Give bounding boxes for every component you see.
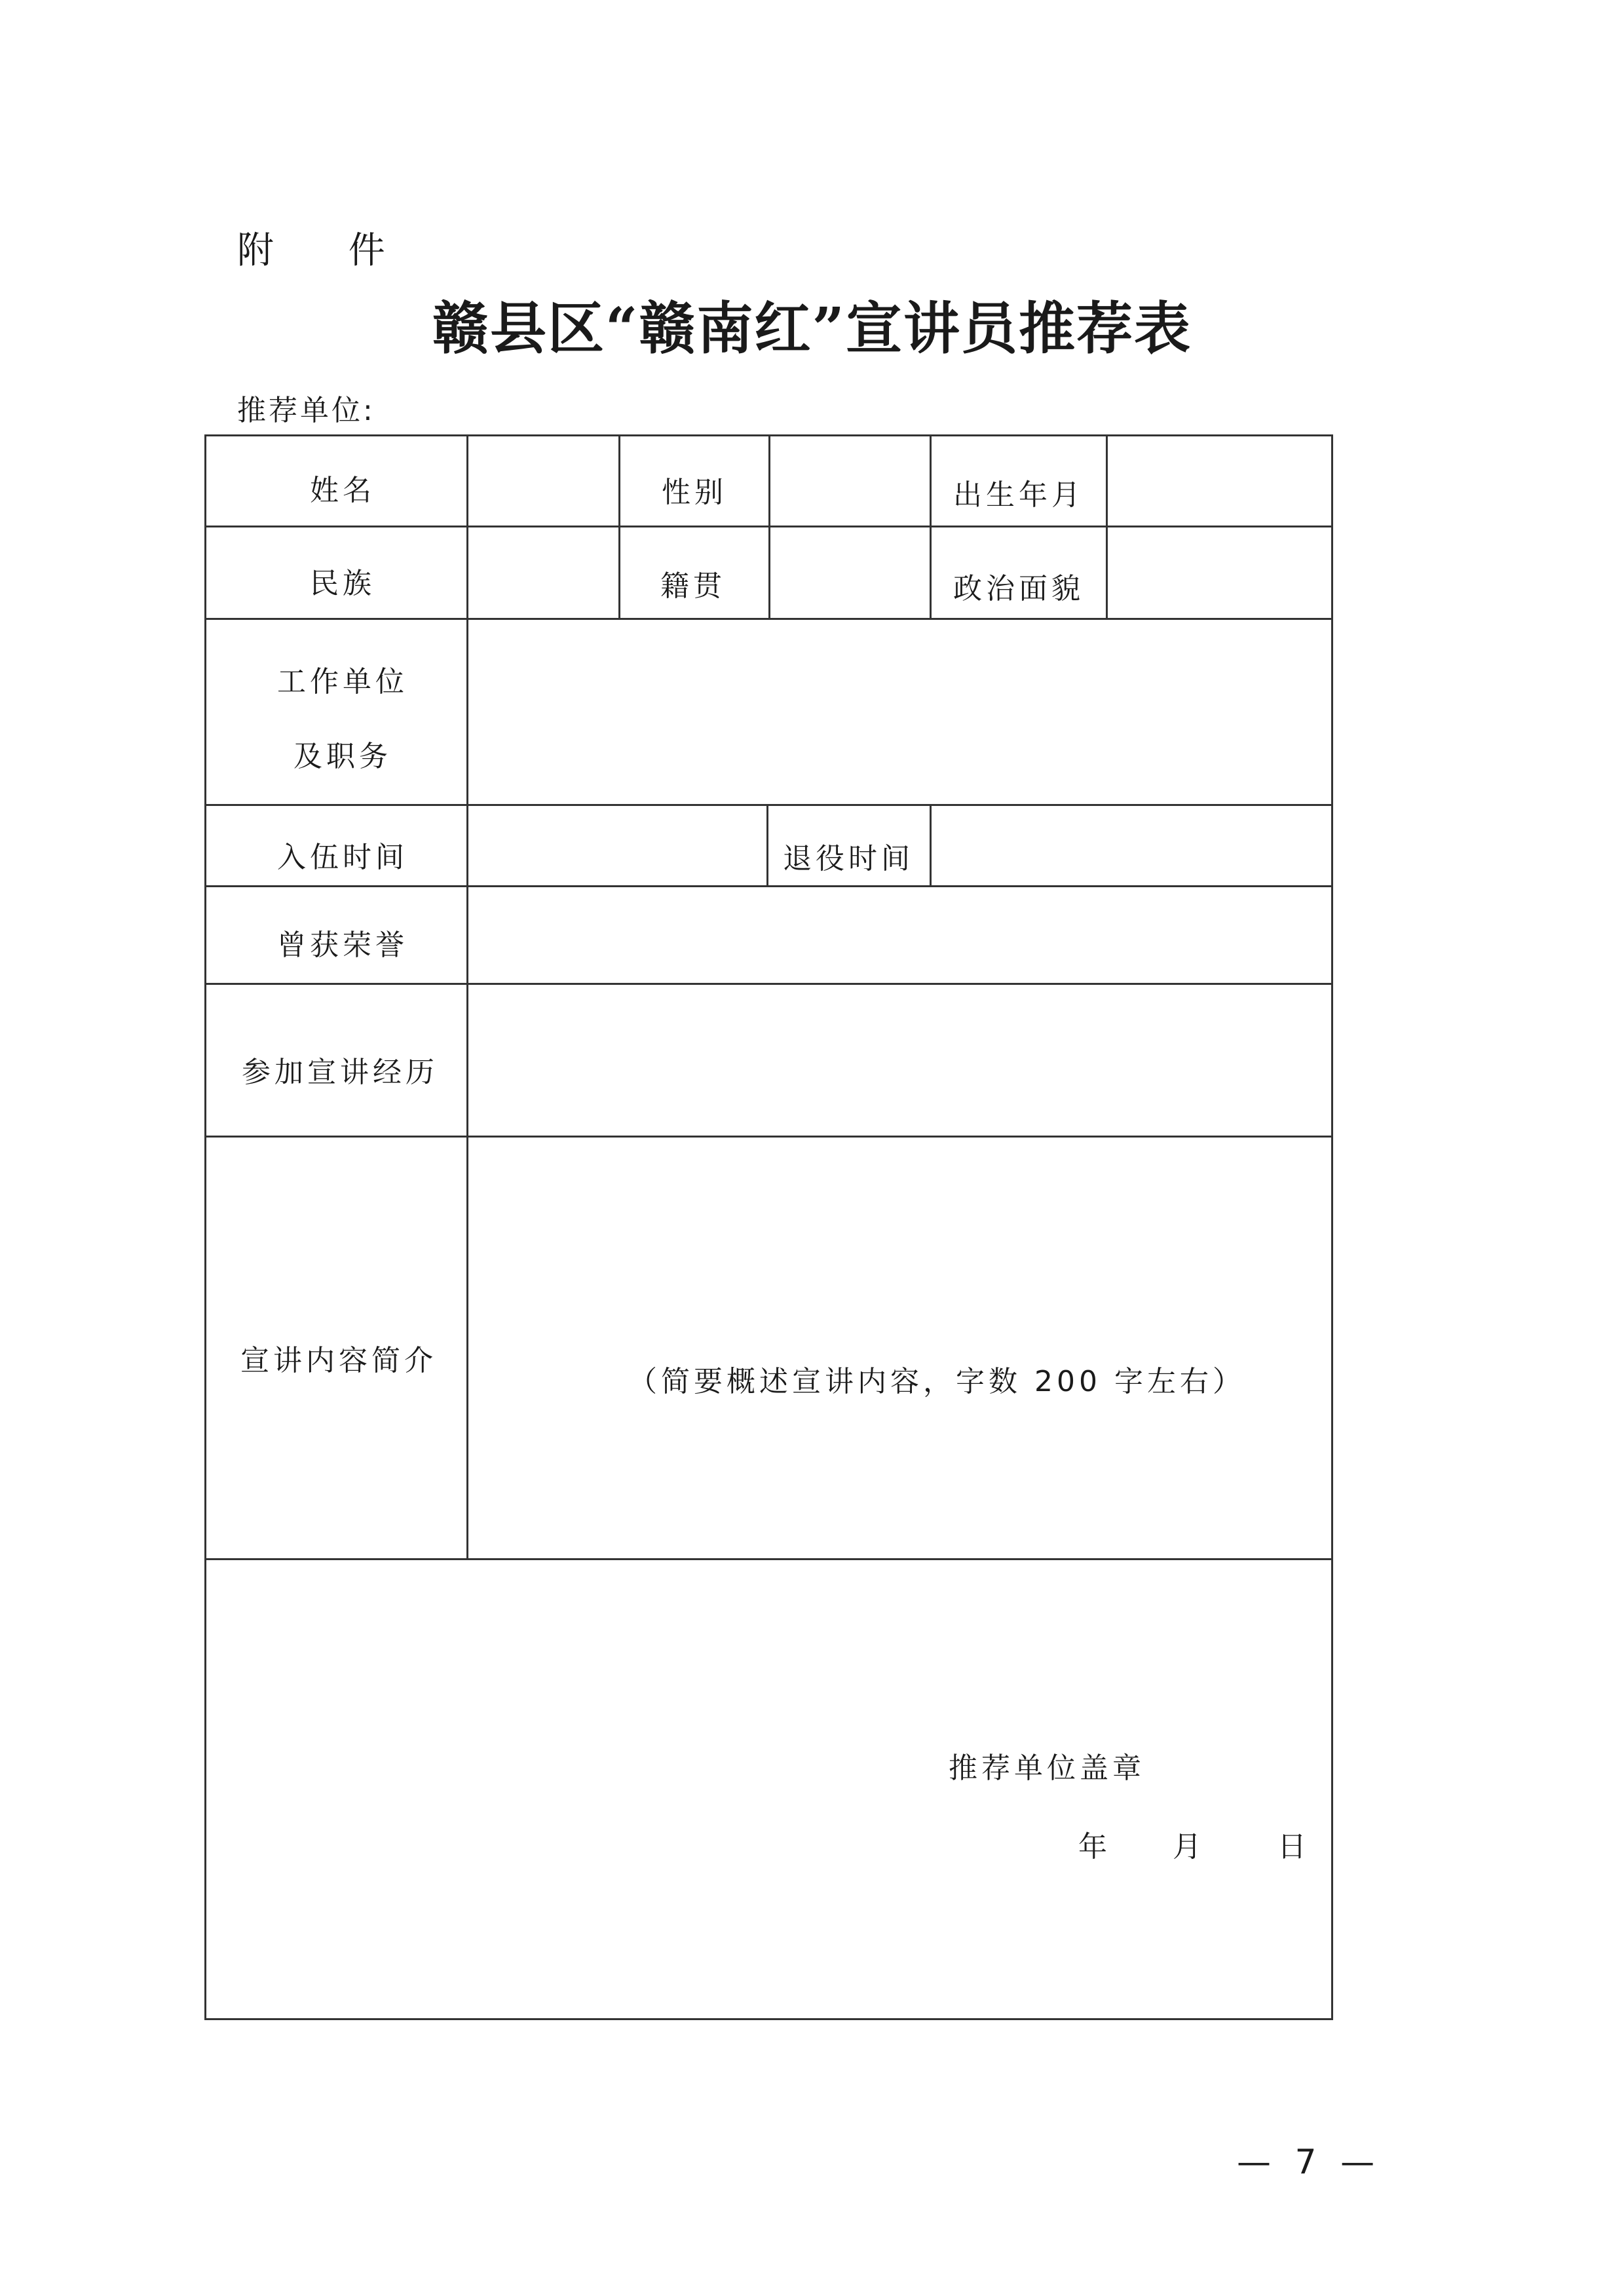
gender-field[interactable] — [771, 436, 930, 526]
column-divider — [618, 434, 620, 619]
ethnicity-label: 民族 — [310, 567, 375, 600]
native-place-field[interactable] — [771, 527, 930, 618]
discharge-date-label: 退役时间 — [783, 842, 914, 875]
native-place-label: 籍贯 — [660, 569, 726, 603]
attachment-label: 附 件 — [237, 229, 417, 272]
speech-content-label: 宣讲内容简介 — [240, 1344, 437, 1377]
honors-label: 曾获荣誉 — [277, 928, 408, 962]
gender-label: 性别 — [662, 476, 727, 509]
name-label: 姓名 — [310, 474, 375, 507]
seal-label: 推荐单位盖章 — [949, 1751, 1145, 1785]
political-status-label: 政治面貌 — [953, 572, 1084, 605]
ethnicity-field[interactable] — [468, 527, 618, 618]
speech-content-field[interactable] — [468, 1138, 1331, 1558]
seal-day-label: 日 — [1277, 1830, 1306, 1864]
work-unit-label-line1: 工作单位 — [277, 665, 408, 698]
work-unit-label — [257, 645, 428, 794]
column-divider — [930, 434, 932, 619]
work-unit-label-line2: 及职务 — [293, 740, 392, 773]
birth-date-field[interactable] — [1108, 436, 1331, 526]
enlistment-date-field[interactable] — [468, 806, 766, 885]
discharge-date-field[interactable] — [932, 806, 1331, 885]
recommending-unit-label: 推荐单位: — [237, 394, 375, 427]
name-field[interactable] — [468, 436, 618, 526]
column-divider — [768, 434, 770, 619]
page-number: — 7 — — [1237, 2143, 1382, 2182]
work-unit-field[interactable] — [468, 620, 1331, 804]
honors-field[interactable] — [468, 887, 1331, 983]
form-title: 赣县区“赣南红”宣讲员推荐表 — [432, 296, 1192, 362]
seal-month-label: 月 — [1173, 1830, 1201, 1864]
column-divider — [766, 804, 768, 886]
seal-year-label: 年 — [1078, 1830, 1107, 1864]
birth-date-label: 出生年月 — [953, 478, 1084, 512]
enlistment-date-label: 入伍时间 — [277, 841, 408, 874]
speaking-experience-field[interactable] — [468, 985, 1331, 1136]
seal-area[interactable] — [206, 1560, 1331, 2018]
political-status-field[interactable] — [1108, 527, 1331, 618]
speech-content-hint: （简要概述宣讲内容，字数 200 字左右） — [628, 1365, 1245, 1398]
speaking-experience-label: 参加宣讲经历 — [242, 1056, 438, 1089]
